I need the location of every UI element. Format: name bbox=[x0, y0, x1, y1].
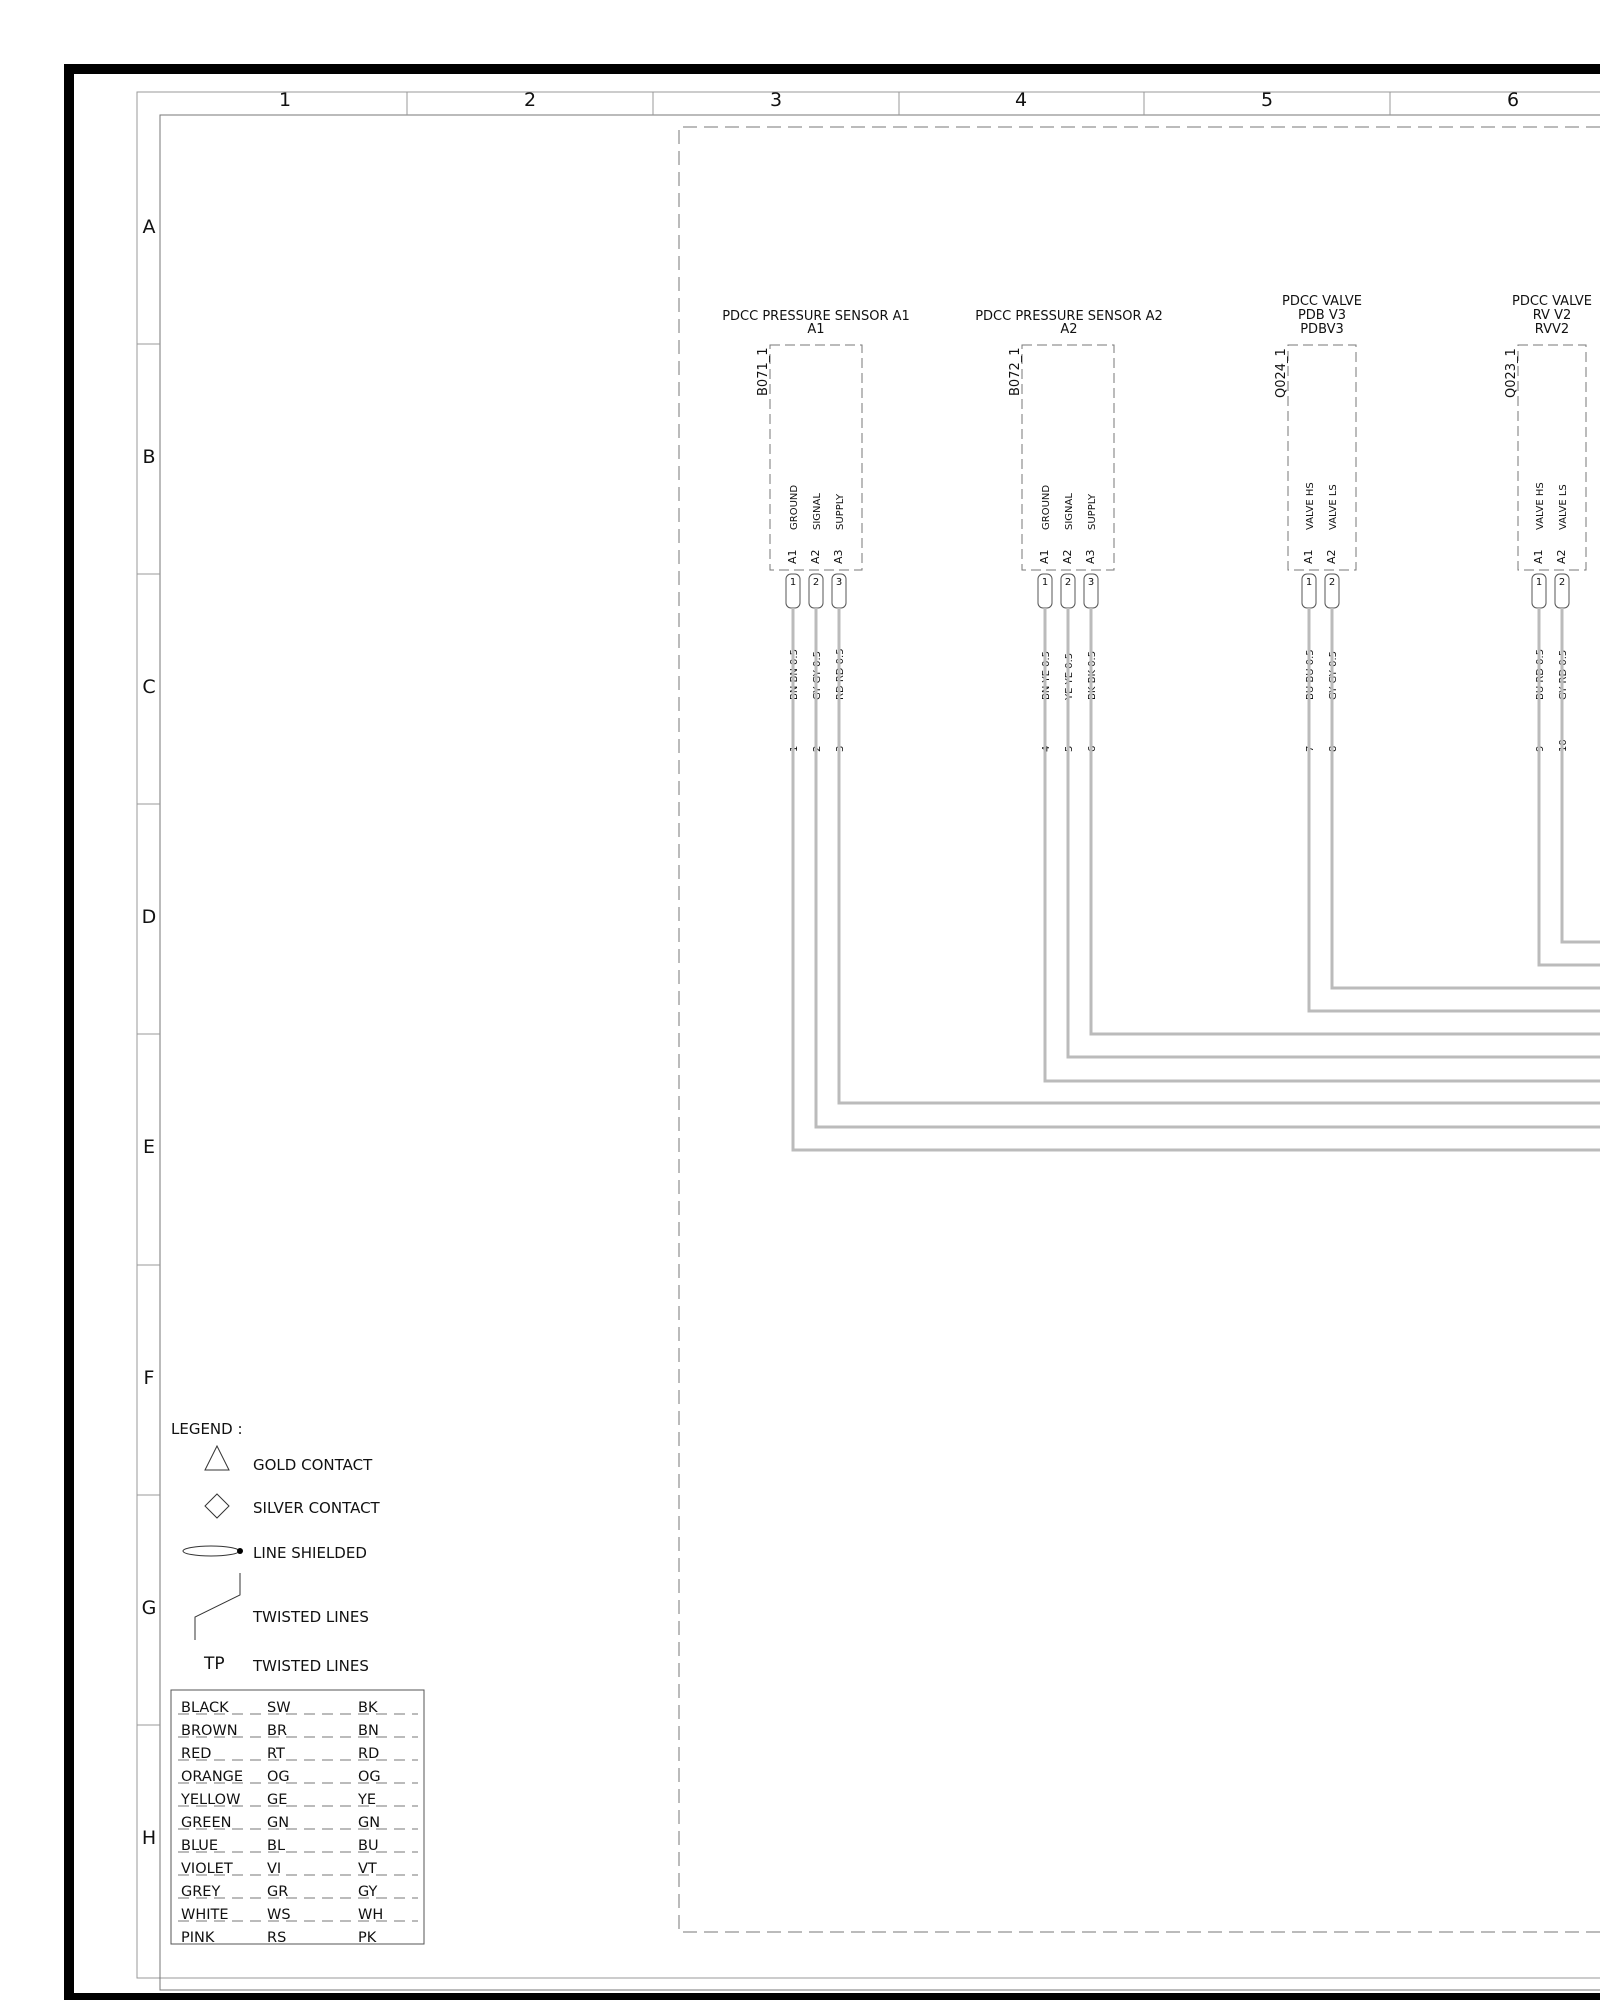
pin-function: GROUND bbox=[1041, 484, 1052, 530]
color-code-en: YE bbox=[358, 1792, 377, 1808]
color-code-en: BN bbox=[358, 1723, 379, 1739]
wire-label: BN YE 0.5 bbox=[1041, 650, 1052, 700]
row-label: F bbox=[143, 1367, 155, 1389]
pin-function: SUPPLY bbox=[835, 493, 846, 530]
color-code-de: GR bbox=[267, 1884, 289, 1900]
column-label: 2 bbox=[523, 89, 537, 111]
pin-id: A1 bbox=[1038, 549, 1051, 564]
contact-number: 1 bbox=[1305, 577, 1313, 588]
pin-function: GROUND bbox=[789, 484, 800, 530]
pin-function: SIGNAL bbox=[1064, 493, 1075, 530]
color-code-de: BL bbox=[267, 1838, 286, 1854]
component-box bbox=[1288, 345, 1356, 570]
legend-label: LINE SHIELDED bbox=[253, 1544, 367, 1562]
wire-1 bbox=[793, 608, 1600, 1150]
row-label: A bbox=[142, 216, 156, 238]
component-title: A1 bbox=[807, 322, 825, 337]
contact-number: 1 bbox=[1535, 577, 1543, 588]
row-label: H bbox=[141, 1827, 157, 1849]
pin-id: A2 bbox=[1555, 549, 1568, 564]
wire-7 bbox=[1309, 608, 1600, 1011]
color-code-en: GY bbox=[358, 1884, 378, 1900]
legend-label: GOLD CONTACT bbox=[253, 1456, 373, 1474]
legend bbox=[171, 1420, 381, 1675]
legend-label: TWISTED LINES bbox=[253, 1657, 369, 1675]
component-title: RVV2 bbox=[1534, 322, 1570, 337]
pin-id: A2 bbox=[1061, 549, 1074, 564]
component-ref: Q023_1 bbox=[1504, 348, 1519, 398]
pin-function: VALVE HS bbox=[1305, 482, 1316, 530]
legend-label: TWISTED LINES bbox=[253, 1608, 369, 1626]
row-label: D bbox=[141, 906, 157, 928]
wire-number: 7 bbox=[1305, 745, 1316, 752]
wire-number: 10 bbox=[1558, 739, 1569, 752]
component-ref: B072_1 bbox=[1008, 347, 1023, 396]
pin-function: VALVE LS bbox=[1558, 484, 1569, 530]
shield-icon bbox=[183, 1546, 243, 1556]
color-code-en: VT bbox=[358, 1861, 377, 1877]
component-ref: Q024_1 bbox=[1274, 348, 1289, 398]
triangle-icon bbox=[205, 1446, 229, 1470]
color-name: GREY bbox=[181, 1884, 221, 1900]
contact-number: 2 bbox=[1328, 577, 1336, 588]
pin-id: A1 bbox=[1532, 549, 1545, 564]
color-code-en: PK bbox=[358, 1930, 377, 1946]
legend-label: SILVER CONTACT bbox=[253, 1499, 380, 1517]
wire-label: BU BU 0.5 bbox=[1305, 649, 1316, 700]
row-labels bbox=[142, 216, 157, 1849]
pin-id: A1 bbox=[786, 549, 799, 564]
color-name: RED bbox=[181, 1746, 212, 1762]
wire-label: YE YE 0.5 bbox=[1064, 652, 1075, 700]
wire-label: GY GY 0.5 bbox=[812, 651, 823, 700]
color-code-en: WH bbox=[358, 1907, 384, 1923]
color-name: GREEN bbox=[181, 1815, 232, 1831]
color-name: VIOLET bbox=[181, 1861, 233, 1877]
row-label: G bbox=[141, 1597, 157, 1619]
component-q024 bbox=[1274, 294, 1362, 752]
color-name: BLACK bbox=[181, 1700, 229, 1716]
pin-id: A3 bbox=[832, 549, 845, 564]
wire-label: RD RD 0.5 bbox=[835, 648, 846, 700]
pin-id: A2 bbox=[1325, 549, 1338, 564]
column-label: 5 bbox=[1260, 89, 1274, 111]
component-box bbox=[770, 345, 862, 570]
row-dividers bbox=[137, 344, 160, 1725]
color-code-table bbox=[171, 1690, 424, 1946]
pin-id: A2 bbox=[809, 549, 822, 564]
row-label: C bbox=[142, 676, 156, 698]
color-code-de: OG bbox=[267, 1769, 290, 1785]
column-dividers bbox=[407, 92, 1390, 115]
color-code-de: RT bbox=[267, 1746, 285, 1762]
component-title: PDBV3 bbox=[1300, 322, 1344, 337]
contact-number: 1 bbox=[1041, 577, 1049, 588]
wire-9 bbox=[1539, 608, 1600, 965]
contact-number: 2 bbox=[1558, 577, 1566, 588]
wire-number: 2 bbox=[812, 745, 823, 752]
wire-label: BU RD 0.5 bbox=[1535, 648, 1546, 700]
legend-title: LEGEND : bbox=[171, 1420, 243, 1438]
column-label: 6 bbox=[1506, 89, 1520, 111]
component-box bbox=[1518, 345, 1586, 570]
color-code-de: GN bbox=[267, 1815, 290, 1831]
row-label: E bbox=[142, 1136, 156, 1158]
color-code-de: WS bbox=[267, 1907, 291, 1923]
component-title: PDCC PRESSURE SENSOR A1 bbox=[722, 309, 910, 324]
color-code-de: RS bbox=[267, 1930, 287, 1946]
color-code-en: OG bbox=[358, 1769, 381, 1785]
color-code-de: GE bbox=[267, 1792, 288, 1808]
component-q023 bbox=[1504, 294, 1592, 752]
component-ref: B071_1 bbox=[756, 347, 771, 396]
column-label: 3 bbox=[769, 89, 783, 111]
component-title: PDCC VALVE bbox=[1511, 294, 1593, 309]
color-name: ORANGE bbox=[181, 1769, 244, 1785]
row-label: B bbox=[142, 446, 156, 468]
wire-label: BK BK 0.5 bbox=[1087, 650, 1098, 700]
wire-2 bbox=[816, 608, 1600, 1127]
component-title: PDCC VALVE bbox=[1281, 294, 1363, 309]
color-name: PINK bbox=[181, 1930, 215, 1946]
pin-function: VALVE HS bbox=[1535, 482, 1546, 530]
component-box bbox=[1022, 345, 1114, 570]
wire-3 bbox=[839, 608, 1600, 1103]
contact-number: 3 bbox=[835, 577, 843, 588]
wire-6 bbox=[1091, 608, 1600, 1034]
pin-id: A1 bbox=[1302, 549, 1315, 564]
wire-number: 3 bbox=[835, 745, 846, 752]
wire-number: 1 bbox=[789, 745, 800, 752]
twisted-line-icon bbox=[195, 1573, 240, 1640]
pin-function: SIGNAL bbox=[812, 493, 823, 530]
component-title: A2 bbox=[1060, 322, 1078, 337]
component-title: PDCC PRESSURE SENSOR A2 bbox=[975, 309, 1163, 324]
wire-harness bbox=[793, 608, 1600, 1150]
color-name: WHITE bbox=[181, 1907, 229, 1923]
pin-id: A3 bbox=[1084, 549, 1097, 564]
tp-symbol: TP bbox=[204, 1654, 225, 1674]
contact-number: 3 bbox=[1087, 577, 1095, 588]
wire-label: BN BN 0.5 bbox=[789, 649, 800, 700]
wire-number: 6 bbox=[1087, 745, 1098, 752]
wire-label: GY RD 0.5 bbox=[1558, 649, 1569, 700]
color-name: BLUE bbox=[181, 1838, 219, 1854]
diamond-icon bbox=[205, 1494, 229, 1518]
wire-number: 4 bbox=[1041, 745, 1052, 752]
color-code-de: VI bbox=[267, 1861, 282, 1877]
column-label: 1 bbox=[278, 89, 292, 111]
wire-number: 8 bbox=[1328, 745, 1339, 752]
wire-number: 5 bbox=[1064, 745, 1075, 752]
contact-number: 2 bbox=[812, 577, 820, 588]
color-code-en: BK bbox=[358, 1700, 378, 1716]
color-code-en: BU bbox=[358, 1838, 379, 1854]
component-title: PDB V3 bbox=[1297, 308, 1347, 323]
contact-number: 2 bbox=[1064, 577, 1072, 588]
pin-function: SUPPLY bbox=[1087, 493, 1098, 530]
wire-number: 9 bbox=[1535, 745, 1546, 752]
wire-label: GY GY 0.5 bbox=[1328, 651, 1339, 700]
column-label: 4 bbox=[1014, 89, 1028, 111]
color-table-rows bbox=[180, 1700, 383, 1946]
color-name: YELLOW bbox=[181, 1792, 241, 1808]
pin-function: VALVE LS bbox=[1328, 484, 1339, 530]
color-code-de: BR bbox=[267, 1723, 288, 1739]
component-title: RV V2 bbox=[1532, 308, 1572, 323]
contact-number: 1 bbox=[789, 577, 797, 588]
color-code-en: GN bbox=[358, 1815, 381, 1831]
color-code-en: RD bbox=[358, 1746, 380, 1762]
color-name: BROWN bbox=[181, 1723, 238, 1739]
color-code-de: SW bbox=[267, 1700, 291, 1716]
